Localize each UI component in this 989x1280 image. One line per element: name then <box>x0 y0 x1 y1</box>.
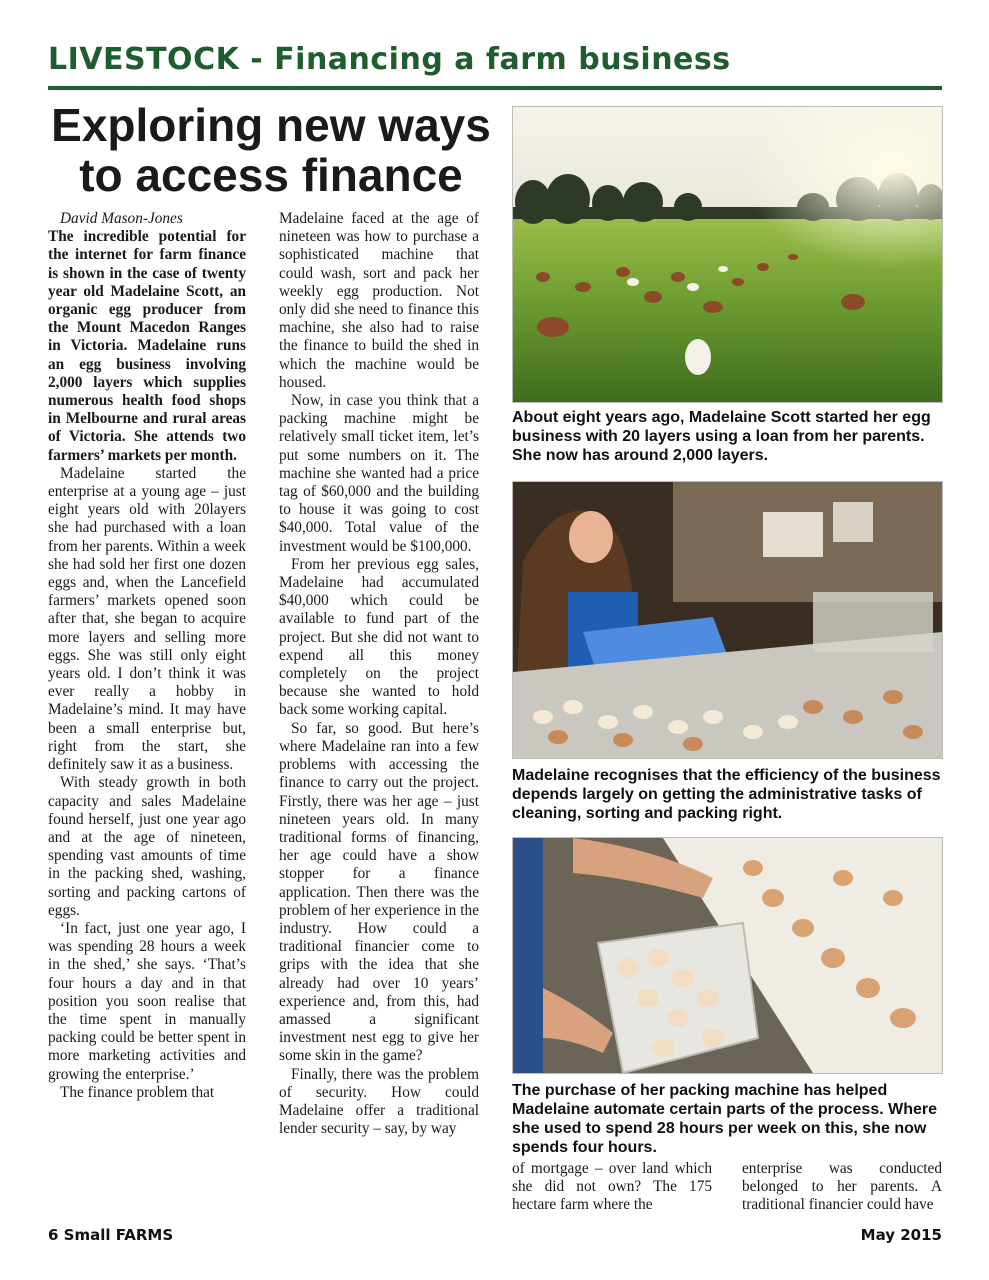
article-column-3 <box>512 1160 712 1215</box>
body-paragraph: of mortgage – over land which she did not own? The 175 hectare farm where the <box>512 1160 712 1214</box>
headline-line-2: to access finance <box>79 149 463 201</box>
body-paragraph: enterprise was conducted belonged to her parents. A traditional financier could have <box>742 1160 942 1214</box>
body-paragraph: Finally, there was the problem of security. How could Madelaine offer a traditional lender security – say, by way <box>279 1065 479 1138</box>
article-column-4 <box>742 1160 942 1215</box>
footer-page-label: 6 Small FARMS <box>48 1226 174 1244</box>
body-paragraph: ‘In fact, just one year ago, I was spending 28 hours a week in the shed,’ she says. ‘That’s four hours a day and in that position you soon realise that the time spent in manually packing could be better spent in more marketing activities and growing the enterprise.’ <box>48 919 246 1083</box>
photo-hens-paddock <box>512 106 943 403</box>
body-paragraph: Madelaine faced at the age of nineteen was how to purchase a sophisticated machine that could wash, sort and pack her weekly egg production. Not only did she need to finance this machine, she also had to raise the finance to build the shed in which the machine would be housed. <box>279 210 479 391</box>
section-title: LIVESTOCK - Financing a farm business <box>48 42 731 77</box>
photo-egg-packing <box>512 837 943 1074</box>
body-paragraph: From her previous egg sales, Madelaine had accumulated $40,000 which could be available to fund part of the project. But she did not want to expend all this money completely on the project because she wanted to hold back some working capital. <box>279 555 479 719</box>
photo-caption-1: About eight years ago, Madelaine Scott started her egg business with 20 layers using a loan from her parents. She now has around 2,000 layers. <box>512 409 931 464</box>
article-headline <box>40 100 502 200</box>
section-header <box>48 40 942 90</box>
photo-packing-shed <box>512 481 943 759</box>
body-paragraph: With steady growth in both capacity and sales Madelaine found herself, just one year ago and at the age of nineteen, spending vast amounts of time in the packing shed, washing, sorting and packing cartons of eggs. <box>48 774 246 919</box>
footer-issue-date: May 2015 <box>860 1226 942 1244</box>
lead-paragraph: The incredible potential for the internet for farm finance is shown in the case of twenty year old Madelaine Scott, an organic egg producer from the Mount Macedon Ranges in Victoria. Madelaine runs an egg business involving 2,000 layers which supplies numerous health food shops in Melbourne and rural areas of Victoria. She attends two farmers’ markets per month. <box>48 228 246 464</box>
body-paragraph: So far, so good. But here’s where Madelaine ran into a few problems with accessing the finance to carry out the project. Firstly, there was her age – just nineteen years old. In many traditional forms of financing, her age could have a show stopper for a finance application. Then there was the problem of her experience in the industry. How could a traditional financier come to grips with the idea that she already had over 10 years’ experience and, from this, had amassed a significant investment nest egg to give her some skin in the game? <box>279 719 479 1065</box>
byline: David Mason-Jones <box>60 210 183 227</box>
body-paragraph: Madelaine started the enterprise at a young age – just eight years old with 20layers she had purchased with a loan from her parents. Within a week she had sold her first one dozen eggs and, when the Lancefield farmers’ markets opened soon after that, she began to acquire more layers and selling more eggs. She was still only eight years old. I don’t think it was ever really a hobby in Madelaine’s mind. It may have been a small enterprise but, right from the start, she definitely saw it as a business. <box>48 464 246 774</box>
headline-line-1: Exploring new ways <box>51 99 491 151</box>
photo-caption-3: The purchase of her packing machine has helped Madelaine automate certain parts of the process. Where she used to spend 28 hours per week on this, she now spends four hours. <box>512 1082 938 1156</box>
photo-caption-2: Madelaine recognises that the efficiency of the business depends largely on getting the administrative tasks of cleaning, sorting and packing right. <box>512 767 941 822</box>
article-column-1 <box>48 210 246 1102</box>
body-paragraph: Now, in case you think that a packing machine might be relatively small ticket item, let’s put some numbers on it. The machine she wanted had a price tag of $60,000 and the building to house it was going to cost $40,000. Total value of the investment would be $100,000. <box>279 392 479 555</box>
body-paragraph: The finance problem that <box>60 1083 215 1101</box>
article-column-2 <box>279 210 479 1138</box>
